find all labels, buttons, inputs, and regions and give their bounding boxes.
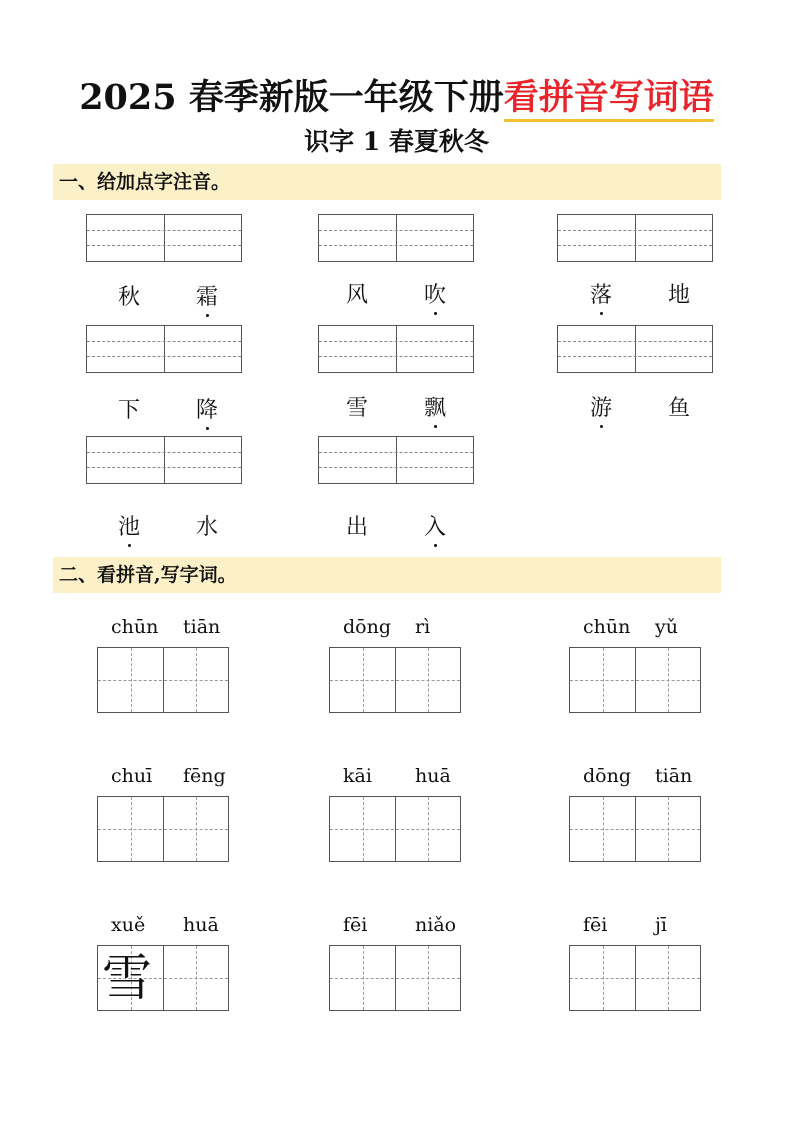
dotted-character: 降	[196, 393, 218, 424]
character-writing-grid[interactable]	[569, 796, 701, 862]
pinyin-syllable: dōng	[583, 765, 632, 787]
word-characters	[316, 510, 472, 540]
dotted-character: 入	[424, 510, 446, 541]
pinyin-syllable: dōng	[343, 616, 392, 638]
character: 地	[668, 283, 691, 308]
pinyin-syllable: huā	[183, 914, 219, 936]
pinyin-writing-box[interactable]	[557, 325, 713, 373]
page-title	[0, 70, 793, 120]
character-writing-grid[interactable]	[329, 647, 461, 713]
pinyin-syllable: chūn	[111, 616, 159, 638]
pinyin-prompt	[97, 616, 229, 640]
pinyin-prompt	[569, 616, 701, 640]
pinyin-syllable: tiān	[655, 765, 693, 787]
pinyin-prompt	[569, 914, 701, 938]
word-characters	[560, 278, 716, 308]
pinyin-syllable: jī	[655, 914, 667, 936]
dotted-character: 游	[590, 391, 612, 422]
pinyin-syllable: kāi	[343, 765, 372, 787]
character: 鱼	[668, 396, 691, 421]
character: 雪	[346, 396, 369, 421]
pinyin-prompt	[329, 616, 461, 640]
pinyin-prompt	[97, 765, 229, 789]
character: 出	[346, 515, 369, 540]
character: 水	[196, 515, 219, 540]
pinyin-prompt	[329, 914, 461, 938]
title-main: 2025 春季新版一年级下册	[79, 77, 504, 118]
pinyin-writing-box[interactable]	[86, 214, 242, 262]
section-2-heading: 二、看拼音,写字词。	[53, 557, 721, 593]
pinyin-syllable: fēi	[343, 914, 368, 936]
pinyin-prompt	[569, 765, 701, 789]
pinyin-writing-box[interactable]	[86, 325, 242, 373]
word-characters	[88, 280, 244, 310]
dotted-character: 飘	[424, 391, 446, 422]
pinyin-writing-box[interactable]	[318, 214, 474, 262]
example-character: 雪	[102, 949, 152, 1007]
character: 秋	[118, 285, 141, 310]
lesson-subtitle: 识字 1 春夏秋冬	[304, 127, 489, 156]
pinyin-syllable: chūn	[583, 616, 631, 638]
dotted-character: 霜	[196, 280, 218, 311]
character-writing-grid[interactable]	[569, 945, 701, 1011]
character-writing-grid[interactable]	[97, 945, 229, 1011]
pinyin-syllable: yǔ	[655, 616, 678, 638]
pinyin-syllable: xuě	[111, 914, 146, 936]
pinyin-prompt	[329, 765, 461, 789]
pinyin-syllable: fēng	[183, 765, 226, 787]
pinyin-writing-box[interactable]	[557, 214, 713, 262]
word-characters	[560, 391, 716, 421]
word-characters	[88, 510, 244, 540]
character-writing-grid[interactable]	[97, 647, 229, 713]
pinyin-syllable: rì	[415, 616, 431, 638]
section-1-heading: 一、给加点字注音。	[53, 164, 721, 200]
pinyin-writing-box[interactable]	[318, 325, 474, 373]
pinyin-syllable: fēi	[583, 914, 608, 936]
pinyin-syllable: niǎo	[415, 914, 457, 936]
word-characters	[316, 278, 472, 308]
pinyin-writing-box[interactable]	[86, 436, 242, 484]
title-highlight: 看拼音写词语	[504, 77, 714, 122]
pinyin-syllable: huā	[415, 765, 451, 787]
pinyin-writing-box[interactable]	[318, 436, 474, 484]
character: 下	[118, 398, 141, 423]
pinyin-syllable: chuī	[111, 765, 153, 787]
word-characters	[88, 393, 244, 423]
dotted-character: 吹	[424, 278, 446, 309]
character: 风	[346, 283, 369, 308]
character-writing-grid[interactable]	[329, 945, 461, 1011]
pinyin-syllable: tiān	[183, 616, 221, 638]
dotted-character: 落	[590, 278, 612, 309]
pinyin-prompt	[97, 914, 229, 938]
character-writing-grid[interactable]	[329, 796, 461, 862]
word-characters	[316, 391, 472, 421]
character-writing-grid[interactable]	[569, 647, 701, 713]
character-writing-grid[interactable]	[97, 796, 229, 862]
dotted-character: 池	[118, 510, 140, 541]
